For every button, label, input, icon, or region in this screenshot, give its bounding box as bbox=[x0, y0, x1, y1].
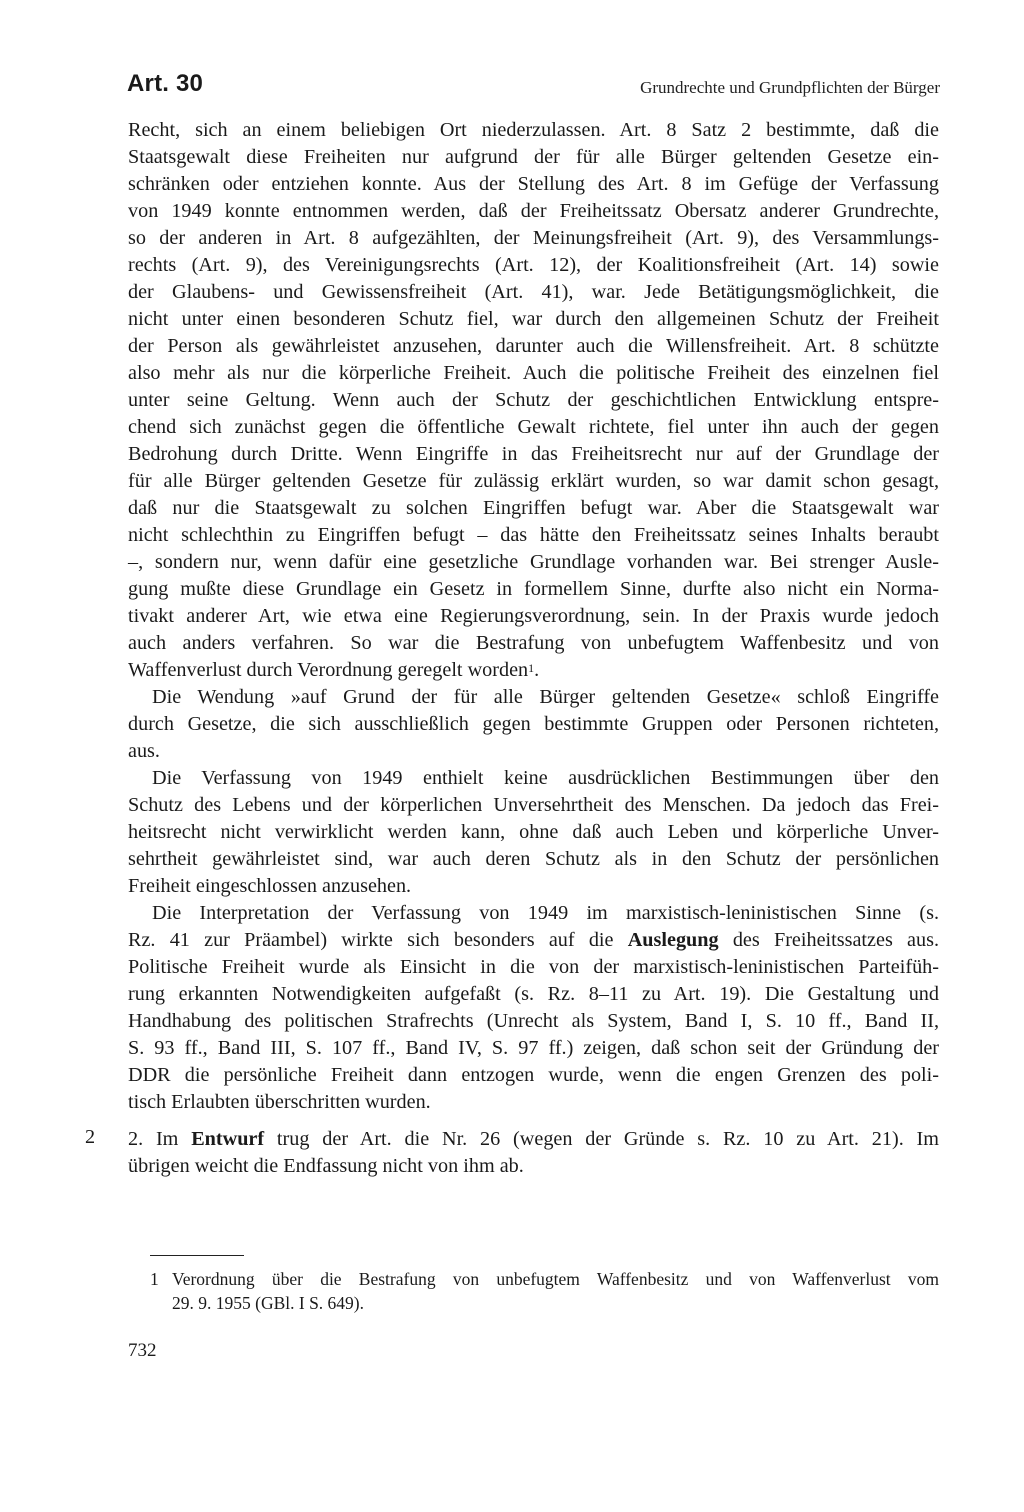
text-line: der Glaubens- und Gewissensfreiheit (Art. 41), war. Jede Betätigungsmöglichkeit, die bbox=[128, 281, 939, 303]
text-line: für alle Bürger geltenden Gesetze für zulässig erklärt wurden, so war damit schon gesagt, bbox=[128, 470, 939, 492]
text-line: tivakt anderer Art, wie etwa eine Regierungsverordnung, sein. In der Praxis wurde jedoch bbox=[128, 605, 939, 627]
text-line: chend sich zunächst gegen die öffentliche Gewalt richtete, fiel unter ihn auch der gegen bbox=[128, 416, 939, 438]
text-line: übrigen weicht die Endfassung nicht von ihm ab. bbox=[128, 1155, 524, 1177]
text-line: durch Gesetze, die sich ausschließlich gegen bestimmte Gruppen oder Personen richteten, bbox=[128, 713, 939, 735]
text-line: rung erkannten Notwendigkeiten aufgefaßt (s. Rz. 8–11 zu Art. 19). Die Gestaltung und bbox=[128, 983, 939, 1005]
footnote-divider bbox=[150, 1255, 244, 1256]
footnote-number: 1 bbox=[150, 1269, 159, 1289]
text-line: gung mußte diese Grundlage ein Gesetz in formellem Sinne, durfte also nicht ein Norma- bbox=[128, 578, 939, 600]
text-line: Recht, sich an einem beliebigen Ort niederzulassen. Art. 8 Satz 2 bestimmte, daß die bbox=[128, 119, 939, 141]
body-text bbox=[128, 117, 939, 1116]
paragraph-interpretation bbox=[128, 900, 939, 1116]
text-line: Freiheit eingeschlossen anzusehen. bbox=[128, 875, 412, 897]
text-line: sehrtheit gewährleistet sind, war auch deren Schutz als in den Schutz der persönlichen bbox=[128, 848, 939, 870]
text-line: so der anderen in Art. 8 aufgezählten, der Meinungsfreiheit (Art. 9), des Versammlungs- bbox=[128, 227, 939, 249]
page-number: 732 bbox=[128, 1340, 157, 1361]
text-line: Verordnung über die Bestrafung von unbefugtem Waffenbesitz und von Waffenverlust vom bbox=[172, 1269, 939, 1289]
text-line: nicht schlechthin zu Eingriffen befugt – das hätte den Freiheitssatz seines Inhalts beraubt bbox=[128, 524, 939, 546]
paragraph-wendung bbox=[128, 684, 939, 765]
text-line: rechts (Art. 9), des Vereinigungsrechts (Art. 12), der Koalitionsfreiheit (Art. 14) sowie bbox=[128, 254, 939, 276]
text-line-content: Rz. 41 zur Präambel) wirkte sich besonders auf die bbox=[128, 929, 628, 951]
text-line-content: Waffenverlust durch Verordnung geregelt worden bbox=[128, 659, 529, 681]
text-line-content: des Freiheitssatzes aus. bbox=[718, 929, 939, 951]
footnote-reference[interactable]: 1 bbox=[528, 661, 535, 675]
emphasis-entwurf: Entwurf bbox=[191, 1128, 265, 1150]
footnote bbox=[150, 1267, 939, 1315]
text-line: Die Verfassung von 1949 enthielt keine ausdrücklichen Bestimmungen über den bbox=[152, 767, 939, 789]
text-line: der Person als gewährleistet anzusehen, darunter auch die Willensfreiheit. Art. 8 schützte bbox=[128, 335, 939, 357]
text-line: Die Interpretation der Verfassung von 1949 im marxistisch-leninistischen Sinne (s. bbox=[152, 902, 939, 924]
text-line: heitsrecht nicht verwirklicht werden kann, ohne daß auch Leben und körperliche Unver- bbox=[128, 821, 939, 843]
text-line: aus. bbox=[128, 740, 160, 762]
text-line bbox=[128, 657, 939, 684]
text-line: auch anders verfahren. So war die Bestrafung von unbefugtem Waffenbesitz und von bbox=[128, 632, 939, 654]
text-line: 29. 9. 1955 (GBl. I S. 649). bbox=[172, 1293, 365, 1313]
margin-number: 2 bbox=[85, 1126, 96, 1148]
text-line: DDR die persönliche Freiheit dann entzogen wurde, wenn die engen Grenzen des poli- bbox=[128, 1064, 939, 1086]
text-line: nicht unter einen besonderen Schutz fiel, war durch den allgemeinen Schutz der Freiheit bbox=[128, 308, 939, 330]
emphasis-auslegung: Auslegung bbox=[627, 929, 719, 951]
text-line: S. 93 ff., Band III, S. 107 ff., Band IV, S. 97 ff.) zeigen, daß schon seit der Gründung der bbox=[128, 1037, 939, 1059]
text-line: Bedrohung durch Dritte. Wenn Eingriffe in das Freiheitsrecht nur auf der Grundlage der bbox=[128, 443, 939, 465]
article-label: Art. 30 bbox=[127, 70, 204, 97]
paragraph-schutz-des-lebens bbox=[128, 765, 939, 900]
text-line: Handhabung des politischen Strafrechts (Unrecht als System, Band I, S. 10 ff., Band II, bbox=[128, 1010, 939, 1032]
text-line bbox=[128, 1126, 939, 1153]
paragraph-freiheitssatz bbox=[128, 117, 939, 684]
sentence-end: . bbox=[534, 659, 540, 681]
text-line: Die Wendung »auf Grund der für alle Bürger geltenden Gesetze« schloß Eingriffe bbox=[152, 686, 939, 708]
text-line: –, sondern nur, wenn dafür eine gesetzliche Grundlage vorhanden war. Bei strenger Ausle- bbox=[128, 551, 939, 573]
footnote-text bbox=[172, 1267, 939, 1315]
text-line: Politische Freiheit wurde als Einsicht in die von der marxistisch-leninistischen Parteifüh- bbox=[128, 956, 939, 978]
text-line: Staatsgewalt diese Freiheiten nur aufgrund der für alle Bürger geltenden Gesetze ein- bbox=[128, 146, 939, 168]
text-line: daß nur die Staatsgewalt zu solchen Eingriffen befugt war. Aber die Staatsgewalt war bbox=[128, 497, 939, 519]
text-line-content: 2. Im bbox=[128, 1128, 192, 1150]
section-entwurf bbox=[128, 1126, 939, 1180]
text-line bbox=[128, 927, 939, 954]
text-line: von 1949 konnte entnommen werden, daß der Freiheitssatz Obersatz anderer Grundrechte, bbox=[128, 200, 939, 222]
text-line: Schutz des Lebens und der körperlichen Unversehrtheit des Menschen. Da jedoch das Frei- bbox=[128, 794, 939, 816]
text-line: also mehr als nur die körperliche Freiheit. Auch die politische Freiheit des einzelnen fiel bbox=[128, 362, 939, 384]
running-head: Grundrechte und Grundpflichten der Bürger bbox=[640, 78, 940, 97]
text-line-content: trug der Art. die Nr. 26 (wegen der Gründe s. Rz. 10 zu Art. 21). Im bbox=[264, 1128, 939, 1150]
text-line: tisch Erlaubten überschritten wurden. bbox=[128, 1091, 431, 1113]
text-line: schränken oder entziehen konnte. Aus der Stellung des Art. 8 im Gefüge der Verfassung bbox=[128, 173, 939, 195]
text-line: unter seine Geltung. Wenn auch der Schutz der geschichtlichen Entwicklung entspre- bbox=[128, 389, 939, 411]
